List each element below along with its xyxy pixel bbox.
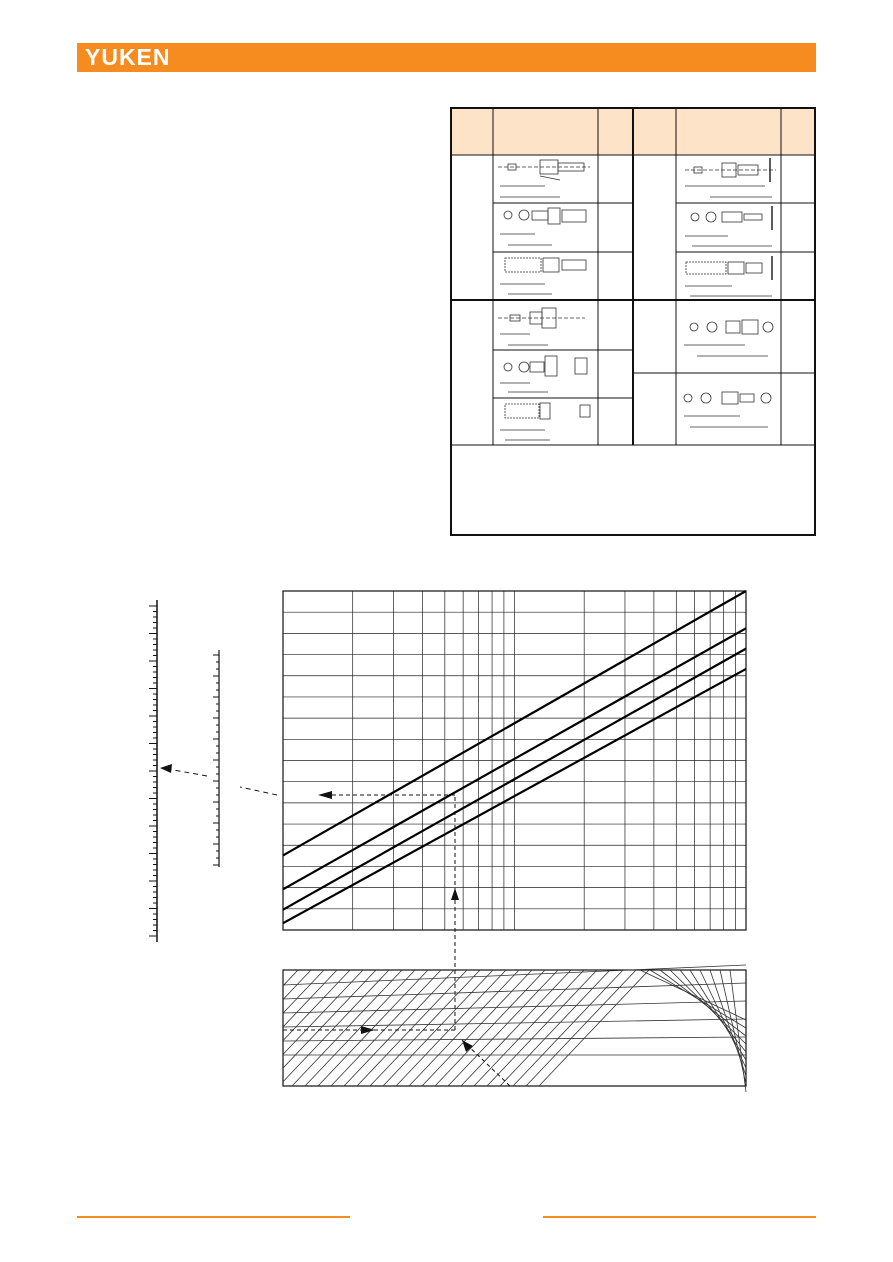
sketch-9 xyxy=(500,403,590,440)
footer-rule-right xyxy=(543,1216,816,1218)
lower-guide-diagonal xyxy=(462,1040,510,1086)
sketch-1 xyxy=(498,160,590,197)
sketch-11 xyxy=(684,392,771,427)
lower-chart xyxy=(283,965,746,1092)
inner-scale-ticks xyxy=(213,655,219,865)
outer-scale-ticks xyxy=(149,606,157,936)
lower-diagonal-line xyxy=(283,970,324,1013)
mounting-table xyxy=(451,108,815,535)
sketch-4 xyxy=(685,158,776,197)
sketch-7 xyxy=(498,308,585,345)
lower-horizontal-line xyxy=(283,1019,746,1027)
sketch-5 xyxy=(685,206,772,246)
footer-rule-left xyxy=(77,1216,350,1218)
left-scales xyxy=(149,600,219,942)
lower-chart-lines xyxy=(283,965,746,1092)
sketch-2 xyxy=(500,208,586,245)
lower-horizontal-line xyxy=(283,1037,746,1041)
lower-horizontal-line xyxy=(283,965,746,985)
guide-lines xyxy=(168,769,455,1030)
sketch-6 xyxy=(685,256,772,296)
guide-to-outer xyxy=(168,769,207,776)
arrow-outer xyxy=(160,764,172,773)
sketch-3 xyxy=(500,258,586,294)
guide-arrowheads xyxy=(160,764,473,1052)
upper-chart xyxy=(283,591,746,930)
sketch-8 xyxy=(500,356,587,392)
lower-diagonal-line xyxy=(283,970,298,986)
arrow-left xyxy=(318,791,332,799)
lower-horizontal-line xyxy=(283,1001,746,1013)
lower-fan-line xyxy=(720,970,746,1084)
brand-logo: YUKEN xyxy=(85,44,171,70)
arrow-up xyxy=(451,888,459,900)
guide-to-inner xyxy=(240,787,277,795)
sketch-10 xyxy=(684,320,773,356)
lower-horizontal-line xyxy=(283,983,746,999)
